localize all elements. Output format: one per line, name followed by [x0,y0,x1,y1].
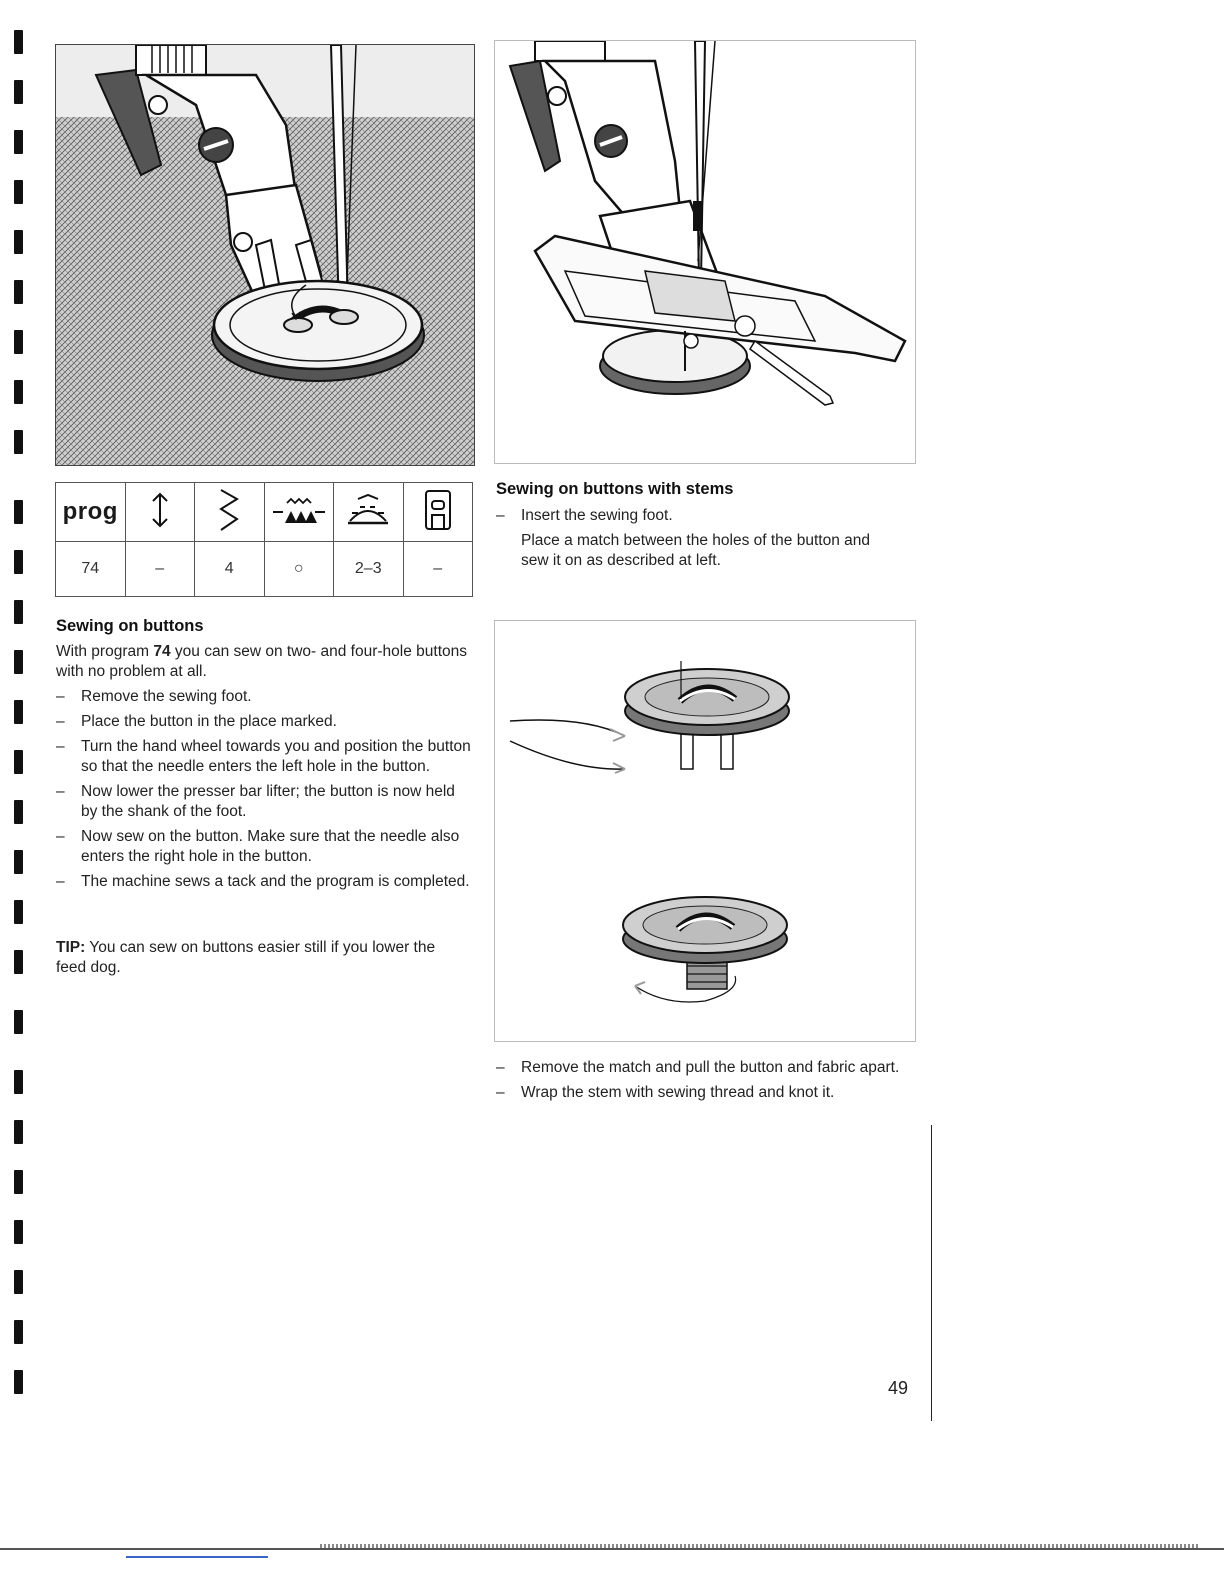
list-item: – Now lower the presser bar lifter; the button is now held by the shank of the foot. [56,782,474,822]
settings-table [55,482,473,597]
margin-rule [931,1125,932,1421]
list-item: – Remove the match and pull the button and fabric apart. [496,1058,906,1078]
tip-text: You can sew on buttons easier still if you lower the feed dog. [56,939,436,976]
list-item: – Now sew on the button. Make sure that the needle also enters the right hole in the button. [56,827,474,867]
setting-value-thread-tension: ○ [264,542,334,597]
list-item: – Place the button in the place marked. [56,712,474,732]
presser-foot-icon [403,483,473,542]
setting-value-stitch-width: 4 [195,542,265,597]
setting-value-prog: 74 [56,542,126,597]
tip-label: TIP: [56,939,86,956]
list-item: – The machine sews a tack and the program is completed. [56,872,474,892]
steps-list-right-bottom [496,1058,906,1108]
settings-header-row [56,483,473,542]
setting-value-stitch-length: – [125,542,195,597]
bottom-blue-line [126,1556,268,1558]
list-item: – Insert the sewing foot. [496,506,896,526]
prog-label: prog [62,498,118,525]
intro-text-pre: With program [56,643,154,660]
tip-paragraph [56,938,466,978]
button-stem-illustration [494,620,916,1042]
page-number: 49 [888,1378,909,1398]
heading-sewing-on-buttons: Sewing on buttons [56,617,204,635]
steps-list-right-top [496,506,896,531]
binding-holes [14,30,38,1410]
setting-value-foot-pressure: 2–3 [334,542,404,597]
intro-paragraph [56,642,476,682]
stitch-length-icon [125,483,195,542]
stitch-width-icon [195,483,265,542]
presser-foot-pressure-icon [334,483,404,542]
setting-value-presser-foot: – [403,542,473,597]
button-sewing-illustration [55,44,475,466]
heading-buttons-with-stems: Sewing on buttons with stems [496,480,734,498]
list-item: – Remove the sewing foot. [56,687,474,707]
bottom-rule [0,1548,1224,1550]
button-foot-illustration [494,40,916,464]
steps-list-left [56,687,474,897]
intro-text-post: you can sew on two- and four-hole buttons with no problem at all. [56,643,467,680]
prog-header [56,483,126,542]
list-item: – Turn the hand wheel towards you and position the button so that the needle enters the left hole in the button. [56,737,474,777]
thread-tension-icon [264,483,334,542]
intro-program-number: 74 [153,643,171,660]
settings-values-row [56,542,473,597]
match-instruction: Place a match between the holes of the button and sew it on as described at left. [521,532,870,569]
list-item: – Wrap the stem with sewing thread and knot it. [496,1083,906,1103]
